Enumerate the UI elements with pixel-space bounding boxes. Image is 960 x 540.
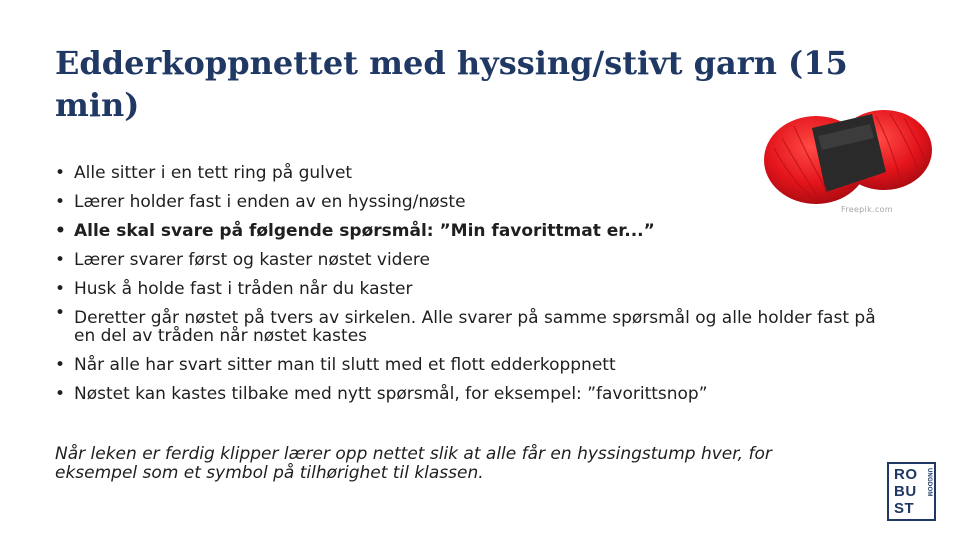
bullet-item: • Lærer svarer først og kaster nøstet videre [55, 246, 885, 275]
logo-row: RO [894, 466, 918, 483]
bullet-item: • Lærer holder fast i enden av en hyssing/nøste [55, 188, 885, 217]
bullet-item: • Deretter går nøstet på tvers av sirkelen. Alle svarer på samme spørsmål og alle holder fast på en del av tråden når nøstet kastes [55, 304, 885, 351]
logo-row: BU [894, 483, 917, 500]
closing-note: Når leken er ferdig klipper lærer opp nettet slik at alle får en hyssingstump hver, for eksempel som et symbol på tilhørighet til klassen. [55, 444, 772, 483]
yarn-ball-image [760, 108, 940, 208]
bullet-item: • Når alle har svart sitter man til slutt med et flott edderkoppnett [55, 351, 885, 380]
bullet-item: • Nøstet kan kastes tilbake med nytt spørsmål, for eksempel: ”favorittsnop” [55, 380, 885, 409]
slide-title: Edderkoppnettet med hyssing/stivt garn (15 min) [55, 44, 848, 124]
bullet-item-question: • Alle skal svare på følgende spørsmål: ”Min favorittmat er...” [55, 217, 885, 246]
image-credit: Freepik.com [841, 205, 893, 214]
logo-side-text: UNGDOM [926, 468, 932, 497]
bullet-item: • Husk å holde fast i tråden når du kaster [55, 275, 885, 304]
logo-row: ST [894, 500, 915, 517]
bullet-item: • Alle sitter i en tett ring på gulvet [55, 159, 885, 188]
robust-logo [887, 462, 936, 521]
